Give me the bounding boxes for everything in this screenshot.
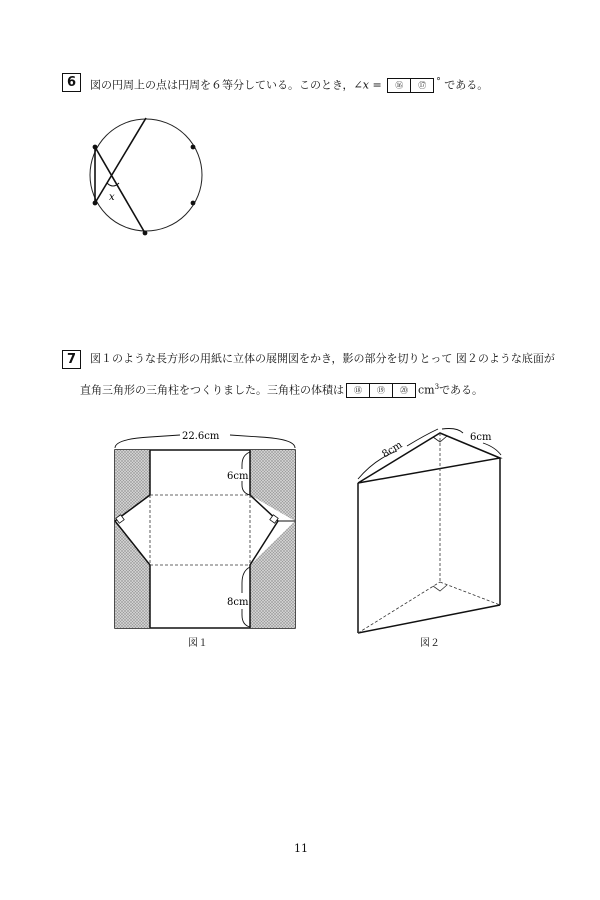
point <box>191 201 196 206</box>
answer-box-20[interactable]: ⑳ <box>392 383 416 398</box>
circle-figure <box>80 110 220 245</box>
label-6cm: 6cm <box>470 432 492 443</box>
question-7-line1: 図１のような長方形の用紙に立体の展開図をかき，影の部分を切りとって 図２のような底面が <box>90 352 555 365</box>
question-number-7: 7 <box>62 350 81 369</box>
label-8cm: 8cm <box>380 439 405 461</box>
point <box>143 231 148 236</box>
shaded-right-bottom <box>250 521 295 628</box>
page-number: 11 <box>294 842 308 855</box>
point <box>191 145 196 150</box>
figure-2-caption: 図２ <box>420 638 440 649</box>
question-number-6: 6 <box>62 73 81 92</box>
answer-box-17[interactable]: ⑰ <box>410 78 434 93</box>
answer-box-18[interactable]: ⑱ <box>346 383 370 398</box>
q6-var-x: x <box>362 78 369 92</box>
angle-label-x: x <box>109 192 115 203</box>
figure-1-caption: 図１ <box>188 638 208 649</box>
question-7-line2 <box>80 380 483 398</box>
label-8cm: 8cm <box>227 597 249 608</box>
point <box>93 201 98 206</box>
q6-text-after: である。 <box>440 78 489 92</box>
unit-cm-sup: 3 <box>434 383 440 391</box>
shaded-right-top <box>250 450 295 521</box>
q7-line2-after: である。 <box>439 383 484 397</box>
circle <box>90 119 202 231</box>
degree-symbol: ° <box>436 77 441 87</box>
answer-box-19[interactable]: ⑲ <box>369 383 393 398</box>
answer-box-16[interactable]: ⑯ <box>387 78 411 93</box>
width-label: 22.6cm <box>182 431 220 442</box>
figure-1-net <box>100 415 310 640</box>
right-angle-mark-bottom <box>433 585 447 591</box>
prism-hidden-bottom <box>440 582 500 605</box>
q7-answer-boxes[interactable] <box>346 383 416 398</box>
question-6-text <box>90 75 488 93</box>
point <box>93 145 98 150</box>
figure-2-prism <box>345 415 520 640</box>
shaded-left-top <box>115 450 150 521</box>
q6-text-before: 図の円周上の点は円周を６等分している。このとき，∠ <box>90 78 363 92</box>
q6-eq: = <box>369 78 386 92</box>
shaded-left-bottom <box>115 521 150 628</box>
prism-bottom-edge <box>358 605 500 633</box>
q6-answer-boxes[interactable] <box>387 78 434 93</box>
label-6cm: 6cm <box>227 471 249 482</box>
unit-cm: cm <box>418 383 435 397</box>
q7-line2-before: 直角三角形の三角柱をつくりました。三角柱の体積は <box>80 383 344 397</box>
